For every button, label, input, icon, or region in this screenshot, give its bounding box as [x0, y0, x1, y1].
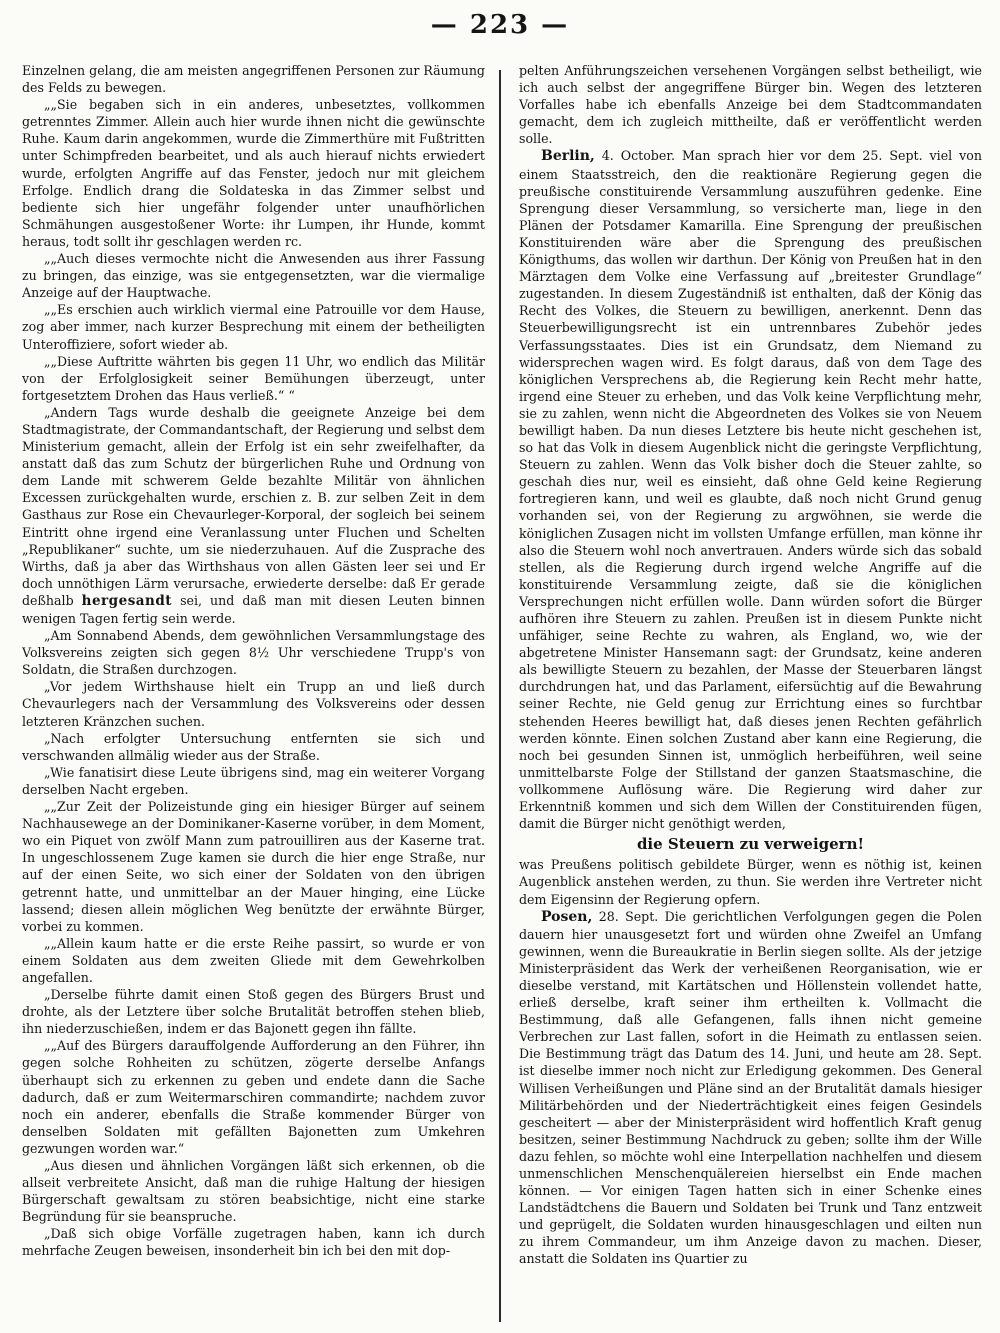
left-column	[22, 62, 485, 1324]
right-column	[519, 62, 982, 1324]
dateline-place: Posen,	[541, 908, 593, 925]
paragraph: „„Sie begaben sich in ein anderes, unbesetztes, vollkommen getrenntes Zimmer. Allein auch hier wurde ihnen nicht die gewünschte Ruhe. Kaum darin angekommen, wurde die Zimmerthüre mit Fußtritten unter Schimpfreden bearbeitet, und als auch hierauf nichts erwiedert wurde, erfolgten Angriffe auf das Fenster, jedoch nur mit gleichem Erfolge. Endlich drang die Soldateska in das Zimmer selbst und bediente sich hier ungefähr folgender unter unaufhörlichen Schmähungen ausgestoßener Worte: ihr Lumpen, ihr Hunde, kommt heraus, todt sollt ihr geschlagen werden rc.	[22, 97, 485, 249]
paragraph: „„Diese Auftritte währten bis gegen 11 Uhr, wo endlich das Militär von der Erfolglosigkeit seiner Bemühungen überzeugt, unter fortgesetztem Drohen das Haus verließ.“ “	[22, 353, 485, 403]
section-heading: die Steuern zu verweigern!	[636, 835, 865, 854]
dateline-place: Berlin,	[541, 148, 595, 165]
paragraph: „Derselbe führte damit einen Stoß gegen des Bürgers Brust und drohte, als der Letztere über solche Brutalität betroffen stehen blieb, ihn niederzuschießen, indem er das Bajonett gegen ihn fällte.	[22, 987, 485, 1037]
paragraph: „Aus diesen und ähnlichen Vorgängen läßt sich erkennen, ob die allseit verbreitete Ansicht, daß man die ruhige Haltung der hiesigen Bürgerschaft gewaltsam zu stören beabsichtige, nicht eine starke Begründung für sie beanspruche.	[22, 1158, 485, 1225]
dateline-date: 4. October.	[601, 148, 675, 164]
paragraph	[22, 404, 485, 627]
paragraph-text: sei, und daß man mit diesen Leuten binnen wenigen Tagen fertig sein werde.	[22, 592, 485, 626]
paragraph: „„Es erschien auch wirklich viermal eine Patrouille vor dem Hause, zog aber immer, nach kurzer Besprechung mit einem der betheiligten Unteroffiziere, sofort wieder ab.	[22, 302, 485, 352]
paragraph-text: Die gerichtlichen Verfolgungen gegen die Polen dauern hier unausgesetzt fort und würden ohne Zweifel an Umfang gewinnen, wenn die Bureaukratie in Berlin siegen sollte. Als der jetzige Ministerpräsident das Werk der verheißenen Reorganisation, wie er dieselbe verstand, mit Kartätschen und Höllenstein vollendet hatte, erließ derselbe, kraft seiner ihm ertheilten k. Vollmacht die Bestimmung, daß alle Gefangenen, falls ihnen nicht gemeine Verbrechen zur Last fallen, sofort in die Heimath zu entlassen seien. Die Bestimmung trägt das Datum des 14. Juni, und heute am 28. Sept. ist dieselbe immer noch nicht zur Erledigung gekommen. Des General Willisen Verheißungen und Pläne sind an der Brutalität damals hiesiger Militärbehörden und der Niederträchtigkeit eines feigen Gesindels gescheitert — aber der Ministerpräsident wird hoffentlich Kraft genug besitzen, seiner Bestimmung Nachdruck zu geben; sollte ihm der Wille dazu fehlen, so möchte wohl eine Interpellation nachhelfen und diesem unmenschlichen Menschenquälereien hierselbst ein Ende machen können. — Vor einigen Tagen hatten sich in einer Schenke eines Landstädtchens die Bauern und Soldaten bei Trunk und Tanz entzweit und geprügelt, die Soldaten wurden hinausgeschlagen und eilten nun zu ihrem Commandeur, um ihm Anzeige davon zu machen. Dieser, anstatt die Soldaten ins Quartier zu	[519, 908, 982, 1267]
paragraph: „Wie fanatisirt diese Leute übrigens sind, mag ein weiterer Vorgang derselben Nacht ergeben.	[22, 764, 485, 797]
paragraph: „„Zur Zeit der Polizeistunde ging ein hiesiger Bürger auf seinem Nachhausewege an der Dominikaner-Kaserne vorüber, in dem Moment, wo ein Piquet von zwölf Mann zum patrouilliren aus der Kaserne trat. In ungeschlossenem Zuge kamen sie durch die hier enge Straße, nur auf der einen Seite, wo sich einer der Soldaten von den übrigen getrennt hatte, und unmittelbar an der Mauer hinging, eine Lücke lassend; diesen allein möglichen Weg benützte der erwähnte Bürger, vorbei zu kommen.	[22, 799, 485, 934]
column-divider	[499, 70, 501, 1322]
paragraph: Einzelnen gelang, die am meisten angegriffenen Personen zur Räumung des Felds zu bewegen.	[22, 63, 485, 96]
paragraph: was Preußens politisch gebildete Bürger, wenn es nöthig ist, keinen Augenblick anstehen werden, zu thun. Sie werden ihre Vertreter nicht dem Eigensinn der Regierung opfern.	[519, 857, 982, 907]
paragraph: „Vor jedem Wirthshause hielt ein Trupp an und ließ durch Chevaurlegers nach der Versammlung des Volksvereins oder dessen letzteren Kränzchen suchen.	[22, 679, 485, 729]
paragraph-text: Man sprach hier vor dem 25. Sept. viel von einem Staatsstreich, den die reaktionäre Regierung gegen die preußische constituirende Versammlung auszuführen gedenke. Eine Sprengung dieser Versammlung, so versicherte man, liege in den Plänen der Potsdamer Kamarilla. Eine Sprengung der preußischen Konstituirenden wäre aber die Sprengung des preußischen Königthums, das wollen wir darthun. Der König von Preußen hat in den Märztagen dem Volke eine Verfassung auf „breitester Grundlage“ zugestanden. In diesem Zugeständniß ist enthalten, daß der König das Recht des Volkes, die Steuern zu bewilligen, anerkennt. Denn das Steuerbewilligungsrecht ist ein untrennbares Zubehör jedes Verfassungsstaates. Dies ist ein Grundsatz, dem Niemand zu widersprechen wagen wird. Es folgt daraus, daß von dem Tage des königlichen Versprechens ab, die Regierung kein Recht mehr hatte, irgend eine Steuer zu erheben, und das Volk keine Verpflichtung mehr, sie zu zahlen, wenn nicht die Abgeordneten des Volkes sie von Neuem bewilligt haben. Da nun dieses Letztere bis heute nicht geschehen ist, so hat das Volk in diesem Augenblick nicht die geringste Verpflichtung, Steuern zu zahlen. Wenn das Volk bisher doch die Steuer zahlte, so geschah dies nur, weil es einsieht, daß ohne Geld keine Regierung fortregieren kann, und weil es glaubte, daß noch nicht Grund genug vorhanden sei, von der Regierung zu argwöhnen, sie werde die königlichen Zusagen nicht im vollsten Umfange erfüllen, man könne ihr also die Steuern wohl noch anvertrauen. Anders würde sich das sobald stellen, als die Regierung durch irgend welche Angriffe auf die konstituirende Versammlung zeigte, daß sie die königlichen Versprechungen nicht erfüllen wolle. Dann würden sofort die Bürger aufhören ihre Steuern zu zahlen. Preußen ist in diesem Punkte nicht unfähiger, seine Rechte zu wahren, als England, wo, wie der abgetretene Minister Hansemann sagt: der Grundsatz, keine anderen als bewilligte Steuern zu bezahlen, der Masse der Steuerbaren längst durchdrungen hat, und das Parlament, eifersüchtig auf die Bewahrung seiner Rechte, nie Geld genug zur Errichtung eines so furchtbar stehenden Heeres bewilligt hat, daß dieses jenen Rechten gefährlich werden könnte. Einen solchen Zustand aber kann eine Regierung, die noch bei gesunden Sinnen ist, unmöglich herbeiführen, weil seine unmittelbarste Folge der Stillstand der ganzen Staatsmaschine, die vollkommene Auflösung wäre. Die Regierung wird daher zur Erkenntniß kommen und sich dem Willen der Constituirenden fügen, damit die Bürger nicht genöthigt werden,	[519, 148, 982, 832]
paragraph: „Nach erfolgter Untersuchung entfernten sie sich und verschwanden allmälig wieder aus der Straße.	[22, 730, 485, 763]
paragraph: „Daß sich obige Vorfälle zugetragen haben, kann ich durch mehrfache Zeugen beweisen, insonderheit bin ich bei den mit dop-	[22, 1226, 485, 1259]
paragraph: „„Allein kaum hatte er die erste Reihe passirt, so wurde er von einem Soldaten aus dem zweiten Gliede mit dem Gewehrkolben angefallen.	[22, 935, 485, 985]
berlin-article	[519, 147, 982, 832]
posen-article	[519, 908, 982, 1268]
paragraph: „„Auf des Bürgers darauffolgende Aufforderung an den Führer, ihn gegen solche Rohheiten zu schützen, zögerte derselbe Anfangs überhaupt sich zu erkennen zu geben und endete dann die Sache dadurch, daß er zum Weitermarschiren commandirte; nachdem zuvor noch ein anderer, ebenfalls die Straße kommender Bürger von denselben Soldaten mit gefällten Bajonetten zum Umkehren gezwungen worden war.“	[22, 1038, 485, 1156]
paragraph: pelten Anführungszeichen versehenen Vorgängen selbst betheiligt, wie ich auch selbst der angegriffene Bürger bin. Wegen des letzteren Vorfalles habe ich ebenfalls Anzeige bei dem Stadtcommandaten gemacht, dem ich zugleich mittheilte, daß er veröffentlicht werden solle.	[519, 63, 982, 147]
dateline-date: 28. Sept.	[598, 908, 659, 924]
paragraph: „„Auch dieses vermochte nicht die Anwesenden aus ihrer Fassung zu bringen, das einzige, was sie entgegensetzten, war die viermalige Anzeige auf der Hauptwache.	[22, 251, 485, 301]
paragraph: „Am Sonnabend Abends, dem gewöhnlichen Versammlungstage des Volksvereins zeigten sich gegen 8½ Uhr verschiedene Trupp's von Soldatn, die Straßen durchzogen.	[22, 628, 485, 678]
emphasized-word: hergesandt	[81, 592, 173, 609]
page-number: — 223 —	[430, 10, 570, 40]
paragraph-text: „Andern Tags wurde deshalb die geeignete Anzeige bei dem Stadtmagistrate, der Commandantschaft, der Regierung und selbst dem Ministerium gemacht, allein der Erfolg ist ein sehr zweifelhafter, da anstatt daß das zum Schutz der bürgerlichen Ruhe und Ordnung von dem Lande mit schwerem Gelde bezahlte Militär von ähnlichen Excessen zurückgehalten wurde, erschien z. B. zur selben Zeit in dem Gasthaus zur Rose ein Chevaurleger-Korporal, der sogleich bei seinem Eintritt ohne irgend eine Veranlassung unter Fluchen und Schelten „Republikaner“ suchte, um sie niederzuhauen. Auf die Zusprache des Wirths, daß ja aber das Wirthshaus von allen Gästen leer sei und Er doch unnöthigen Lärm verursache, erwiederte derselbe: daß Er gerade deßhalb	[22, 404, 485, 608]
